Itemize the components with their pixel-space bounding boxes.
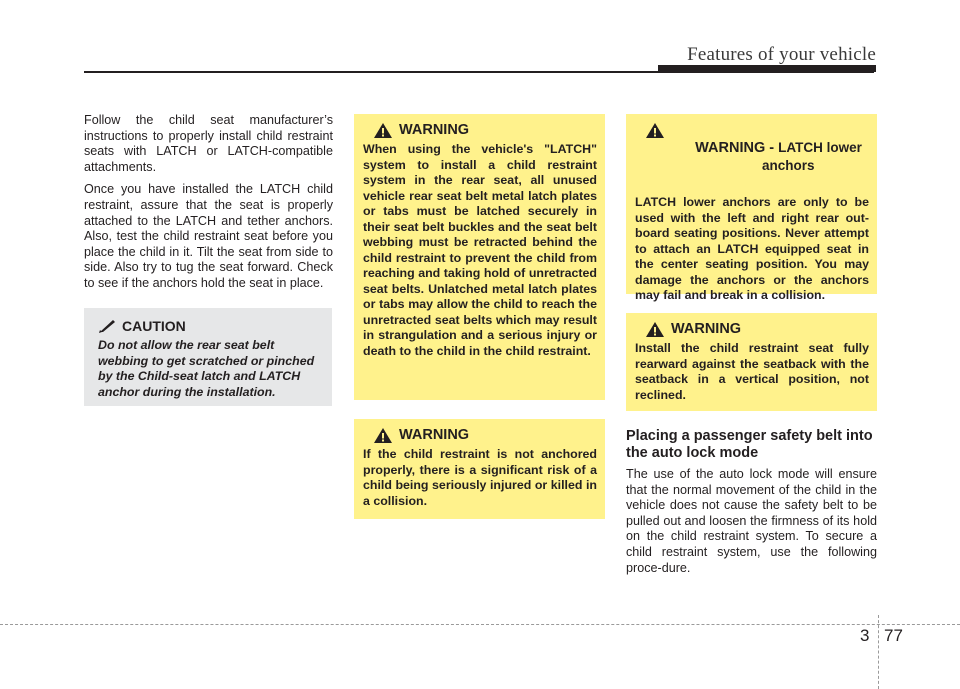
warning-subtitle: LATCH lower (778, 140, 862, 155)
page-number: 77 (884, 626, 903, 645)
caution-box (84, 308, 332, 406)
page-header-title: Features of your vehicle (687, 44, 876, 65)
footer-divider (878, 615, 879, 689)
chapter-number: 3 (860, 626, 870, 645)
warning-box-latch-system (354, 114, 605, 400)
warning-title: WARNING (671, 321, 742, 337)
caution-heading (98, 318, 324, 334)
footer-rule (0, 624, 960, 625)
paragraph-test-restraint: Once you have installed the LATCH child restraint, assure that the seat is properly attached to the LATCH and tether anchors. Also, test the child restraint seat before you place the child in it. Tilt the seat from side to side. Also try to tug the seat forward. Check to see if the anchors hold the seat in place. (84, 182, 333, 290)
warning-triangle-icon (373, 427, 393, 444)
warning-body: LATCH lower anchors are only to be used with the left and right rear out-board seating positions. Never attempt to attach an LATCH equipped seat in the center seating position. You may damage the anchors or the anchors may fail and break in a collision. (635, 195, 869, 302)
warning-subtitle-line2: anchors (762, 158, 815, 173)
caution-body: Do not allow the rear seat belt webbing to get scratched or pinched by the Child-seat latch and LATCH anchor during the installation. (98, 338, 315, 399)
warning-heading (635, 122, 869, 192)
auto-lock-section (626, 428, 877, 576)
warning-title: WARNING (399, 122, 470, 138)
warning-title: WARNING - (695, 140, 779, 156)
warning-triangle-icon (373, 122, 393, 139)
warning-box-anchored (354, 419, 605, 519)
paragraph-latch-instructions: Follow the child seat manufacturer’s instructions to properly install child restraint seats with LATCH or LATCH-compatible attachments. (84, 113, 333, 174)
pencil-icon (98, 319, 118, 333)
caution-title: CAUTION (122, 318, 186, 334)
header-rule (84, 71, 874, 73)
warning-box-rearward (626, 313, 877, 411)
warning-body: If the child restraint is not anchored properly, there is a significant risk of a child being seriously injured or killed in a collision. (363, 447, 597, 508)
section-body: The use of the auto lock mode will ensure that the normal movement of the child in the vehicle does not cause the safety belt to be pulled out and loosen the firmness of its hold on the child restraint system. To secure a child restraint system, use the following proce-dure. (626, 467, 877, 575)
warning-heading (363, 427, 597, 444)
warning-heading (363, 122, 597, 139)
warning-heading (635, 321, 869, 338)
warning-triangle-icon (645, 321, 665, 338)
warning-title: WARNING (399, 427, 470, 443)
warning-box-lower-anchors (626, 114, 877, 302)
warning-triangle-icon (645, 122, 665, 139)
section-title: Placing a passenger safety belt into the auto lock mode (626, 428, 873, 461)
warning-body: When using the vehicle's "LATCH" system to install a child restraint system in the rear seat, all unused vehicle rear seat belt metal latch plates or tabs must be latched securely in their seat belt buckles and the seat belt webbing must be retracted behind the child restraint to prevent the child from reaching and taking hold of unretracted seat belts. Unlatched metal latch plates or tabs may allow the child to reach the unretracted seat belts which may result in strangulation and a serious injury or death to the child in the child restraint. (363, 142, 597, 358)
left-column-text (84, 113, 333, 299)
warning-body: Install the child restraint seat fully rearward against the seatback with the seatback in a vertical position, not reclined. (635, 341, 869, 402)
